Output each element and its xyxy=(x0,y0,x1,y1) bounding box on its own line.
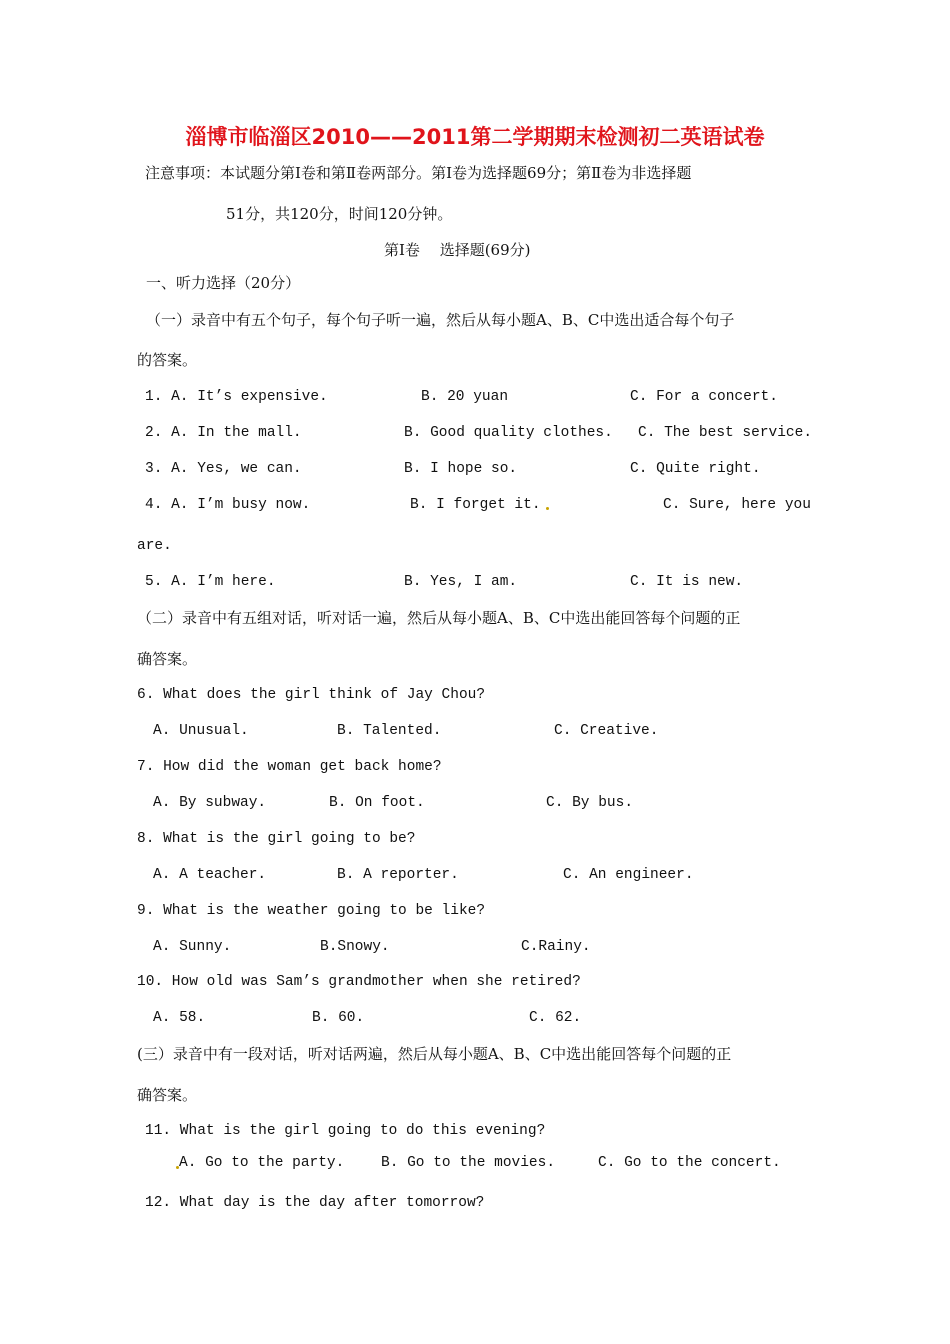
q11-option-a: A. Go to the party. xyxy=(179,1155,345,1171)
page-title: 淄博市临淄区2010——2011第二学期期末检测初二英语试卷 xyxy=(185,125,765,149)
q6-option-c: C. Creative. xyxy=(554,723,659,739)
notice-line-2: 51分，共120分，时间120分钟。 xyxy=(226,205,453,223)
q6-option-a: A. Unusual. xyxy=(153,723,249,739)
q9-option-a: A. Sunny. xyxy=(153,939,232,955)
q4-option-c-cont: are. xyxy=(137,538,172,554)
q1-option-b: B. 20 yuan xyxy=(421,389,509,405)
q3-option-a: 3. A. Yes, we can. xyxy=(145,461,302,477)
q1-option-a: 1. A. It’s expensive. xyxy=(145,389,328,405)
stray-mark xyxy=(546,507,549,510)
notice-line-1: 注意事项：本试题分第Ⅰ卷和第Ⅱ卷两部分。第Ⅰ卷为选择题69分；第Ⅱ卷为非选择题 xyxy=(145,164,692,182)
sub1-instruction-line-1: （一）录音中有五个句子，每个句子听一遍，然后从每小题A、B、C中选出适合每个句子 xyxy=(146,311,735,329)
part1-heading: 第Ⅰ卷 选择题(69分) xyxy=(384,241,531,259)
q5-option-a: 5. A. I’m here. xyxy=(145,574,276,590)
sub2-instruction-line-2: 确答案。 xyxy=(137,650,198,668)
q11-option-c: C. Go to the concert. xyxy=(598,1155,781,1171)
q7-option-b: B. On foot. xyxy=(329,795,425,811)
q6-question: 6. What does the girl think of Jay Chou? xyxy=(137,687,486,703)
q3-option-b: B. I hope so. xyxy=(404,461,518,477)
q5-option-c: C. It is new. xyxy=(630,574,744,590)
q11-option-b: B. Go to the movies. xyxy=(381,1155,556,1171)
q8-option-b: B. A reporter. xyxy=(337,867,459,883)
q10-option-b: B. 60. xyxy=(312,1010,365,1026)
q8-question: 8. What is the girl going to be? xyxy=(137,831,416,847)
sub1-instruction-line-2: 的答案。 xyxy=(137,351,198,369)
q4-option-a: 4. A. I’m busy now. xyxy=(145,497,311,513)
q8-option-a: A. A teacher. xyxy=(153,867,267,883)
q2-option-c: C. The best service. xyxy=(638,425,813,441)
q10-option-a: A. 58. xyxy=(153,1010,206,1026)
q1-option-c: C. For a concert. xyxy=(630,389,778,405)
q12-question: 12. What day is the day after tomorrow? xyxy=(145,1195,485,1211)
q4-option-b: B. I forget it. xyxy=(410,497,541,513)
q6-option-b: B. Talented. xyxy=(337,723,442,739)
q10-question: 10. How old was Sam’s grandmother when she retired? xyxy=(137,974,581,990)
q11-question: 11. What is the girl going to do this evening? xyxy=(145,1123,546,1139)
section1-heading: 一、听力选择（20分） xyxy=(146,274,301,292)
q7-option-c: C. By bus. xyxy=(546,795,634,811)
q7-option-a: A. By subway. xyxy=(153,795,267,811)
sub3-instruction-line-1: (三）录音中有一段对话，听对话两遍，然后从每小题A、B、C中选出能回答每个问题的正 xyxy=(137,1045,732,1063)
sub2-instruction-line-1: （二）录音中有五组对话，听对话一遍，然后从每小题A、B、C中选出能回答每个问题的正 xyxy=(137,609,741,627)
q7-question: 7. How did the woman get back home? xyxy=(137,759,442,775)
q10-option-c: C. 62. xyxy=(529,1010,582,1026)
q8-option-c: C. An engineer. xyxy=(563,867,694,883)
q9-question: 9. What is the weather going to be like? xyxy=(137,903,486,919)
sub3-instruction-line-2: 确答案。 xyxy=(137,1086,198,1104)
q2-option-b: B. Good quality clothes. xyxy=(404,425,613,441)
q3-option-c: C. Quite right. xyxy=(630,461,761,477)
q4-option-c: C. Sure, here you xyxy=(663,497,811,513)
q9-option-b: B.Snowy. xyxy=(320,939,390,955)
q9-option-c: C.Rainy. xyxy=(521,939,591,955)
q2-option-a: 2. A. In the mall. xyxy=(145,425,302,441)
q5-option-b: B. Yes, I am. xyxy=(404,574,518,590)
